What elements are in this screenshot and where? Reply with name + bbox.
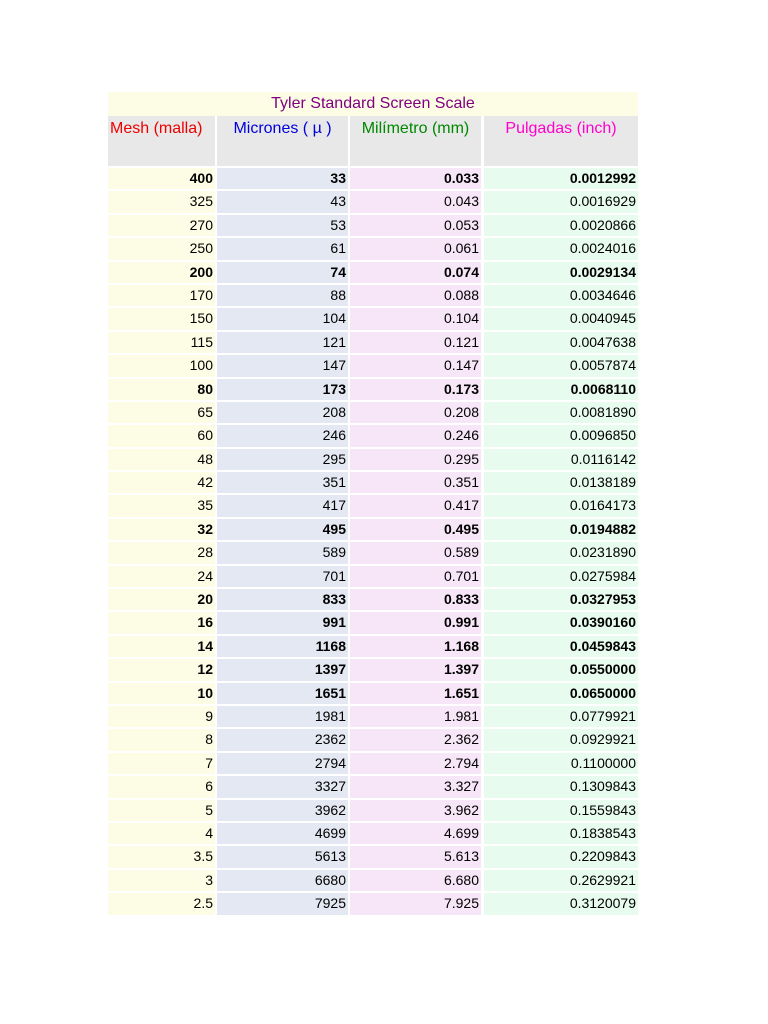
milimetro-cell: 4.699 bbox=[350, 823, 481, 844]
header-mesh: Mesh (malla) bbox=[108, 116, 215, 166]
pulgadas-cell: 0.0016929 bbox=[484, 191, 638, 212]
milimetro-cell: 0.088 bbox=[350, 285, 481, 306]
micrones-cell: 246 bbox=[217, 425, 348, 446]
mesh-cell: 28 bbox=[108, 542, 215, 563]
milimetro-cell: 1.981 bbox=[350, 706, 481, 727]
pulgadas-cell: 0.0024016 bbox=[484, 238, 638, 259]
micrones-cell: 495 bbox=[217, 519, 348, 540]
mesh-cell: 5 bbox=[108, 800, 215, 821]
table-row bbox=[108, 870, 638, 891]
milimetro-cell: 0.104 bbox=[350, 308, 481, 329]
pulgadas-cell: 0.0275984 bbox=[484, 566, 638, 587]
pulgadas-cell: 0.0231890 bbox=[484, 542, 638, 563]
mesh-cell: 80 bbox=[108, 379, 215, 400]
table-title: Tyler Standard Screen Scale bbox=[108, 92, 638, 116]
micrones-cell: 173 bbox=[217, 379, 348, 400]
milimetro-cell: 0.208 bbox=[350, 402, 481, 423]
table-row bbox=[108, 706, 638, 727]
micrones-cell: 104 bbox=[217, 308, 348, 329]
mesh-cell: 10 bbox=[108, 683, 215, 704]
pulgadas-cell: 0.0020866 bbox=[484, 215, 638, 236]
micrones-cell: 417 bbox=[217, 495, 348, 516]
milimetro-cell: 0.295 bbox=[350, 449, 481, 470]
micrones-cell: 2794 bbox=[217, 753, 348, 774]
table-row bbox=[108, 472, 638, 493]
mesh-cell: 42 bbox=[108, 472, 215, 493]
micrones-cell: 208 bbox=[217, 402, 348, 423]
pulgadas-cell: 0.0929921 bbox=[484, 729, 638, 750]
table-row bbox=[108, 168, 638, 189]
pulgadas-cell: 0.0194882 bbox=[484, 519, 638, 540]
milimetro-cell: 6.680 bbox=[350, 870, 481, 891]
micrones-cell: 53 bbox=[217, 215, 348, 236]
micrones-cell: 295 bbox=[217, 449, 348, 470]
pulgadas-cell: 0.3120079 bbox=[484, 893, 638, 914]
mesh-cell: 35 bbox=[108, 495, 215, 516]
milimetro-cell: 0.061 bbox=[350, 238, 481, 259]
pulgadas-cell: 0.0096850 bbox=[484, 425, 638, 446]
table-row bbox=[108, 449, 638, 470]
table-row bbox=[108, 379, 638, 400]
milimetro-cell: 3.962 bbox=[350, 800, 481, 821]
table-row bbox=[108, 285, 638, 306]
header-micrones: Micrones ( µ ) bbox=[217, 116, 348, 166]
table-row bbox=[108, 893, 638, 914]
milimetro-cell: 0.417 bbox=[350, 495, 481, 516]
mesh-cell: 16 bbox=[108, 612, 215, 633]
mesh-cell: 60 bbox=[108, 425, 215, 446]
pulgadas-cell: 0.1838543 bbox=[484, 823, 638, 844]
micrones-cell: 1397 bbox=[217, 659, 348, 680]
mesh-cell: 65 bbox=[108, 402, 215, 423]
mesh-cell: 115 bbox=[108, 332, 215, 353]
mesh-cell: 3 bbox=[108, 870, 215, 891]
micrones-cell: 351 bbox=[217, 472, 348, 493]
micrones-cell: 4699 bbox=[217, 823, 348, 844]
table-row bbox=[108, 238, 638, 259]
pulgadas-cell: 0.0390160 bbox=[484, 612, 638, 633]
milimetro-cell: 0.147 bbox=[350, 355, 481, 376]
mesh-cell: 7 bbox=[108, 753, 215, 774]
table-header-row bbox=[108, 116, 638, 166]
table-row bbox=[108, 683, 638, 704]
pulgadas-cell: 0.0779921 bbox=[484, 706, 638, 727]
micrones-cell: 1981 bbox=[217, 706, 348, 727]
micrones-cell: 589 bbox=[217, 542, 348, 563]
table-row bbox=[108, 753, 638, 774]
mesh-cell: 150 bbox=[108, 308, 215, 329]
pulgadas-cell: 0.1559843 bbox=[484, 800, 638, 821]
mesh-cell: 6 bbox=[108, 776, 215, 797]
pulgadas-cell: 0.0034646 bbox=[484, 285, 638, 306]
table-row bbox=[108, 589, 638, 610]
milimetro-cell: 2.794 bbox=[350, 753, 481, 774]
table-row bbox=[108, 659, 638, 680]
micrones-cell: 147 bbox=[217, 355, 348, 376]
table-row bbox=[108, 402, 638, 423]
table-row bbox=[108, 542, 638, 563]
table-row bbox=[108, 729, 638, 750]
milimetro-cell: 0.589 bbox=[350, 542, 481, 563]
table-row bbox=[108, 215, 638, 236]
table-row bbox=[108, 800, 638, 821]
pulgadas-cell: 0.0012992 bbox=[484, 168, 638, 189]
pulgadas-cell: 0.1100000 bbox=[484, 753, 638, 774]
milimetro-cell: 0.043 bbox=[350, 191, 481, 212]
micrones-cell: 5613 bbox=[217, 846, 348, 867]
mesh-cell: 8 bbox=[108, 729, 215, 750]
milimetro-cell: 0.495 bbox=[350, 519, 481, 540]
milimetro-cell: 0.033 bbox=[350, 168, 481, 189]
milimetro-cell: 7.925 bbox=[350, 893, 481, 914]
screen-scale-table bbox=[108, 92, 638, 917]
milimetro-cell: 1.168 bbox=[350, 636, 481, 657]
micrones-cell: 7925 bbox=[217, 893, 348, 914]
mesh-cell: 170 bbox=[108, 285, 215, 306]
micrones-cell: 61 bbox=[217, 238, 348, 259]
table-row bbox=[108, 636, 638, 657]
micrones-cell: 1168 bbox=[217, 636, 348, 657]
pulgadas-cell: 0.0047638 bbox=[484, 332, 638, 353]
pulgadas-cell: 0.2209843 bbox=[484, 846, 638, 867]
table-row bbox=[108, 846, 638, 867]
milimetro-cell: 2.362 bbox=[350, 729, 481, 750]
mesh-cell: 48 bbox=[108, 449, 215, 470]
mesh-cell: 14 bbox=[108, 636, 215, 657]
table-row bbox=[108, 425, 638, 446]
mesh-cell: 200 bbox=[108, 262, 215, 283]
milimetro-cell: 5.613 bbox=[350, 846, 481, 867]
mesh-cell: 20 bbox=[108, 589, 215, 610]
micrones-cell: 33 bbox=[217, 168, 348, 189]
micrones-cell: 3962 bbox=[217, 800, 348, 821]
mesh-cell: 24 bbox=[108, 566, 215, 587]
pulgadas-cell: 0.0138189 bbox=[484, 472, 638, 493]
mesh-cell: 250 bbox=[108, 238, 215, 259]
milimetro-cell: 0.121 bbox=[350, 332, 481, 353]
header-milimetro: Milímetro (mm) bbox=[350, 116, 481, 166]
pulgadas-cell: 0.0040945 bbox=[484, 308, 638, 329]
table-row bbox=[108, 191, 638, 212]
table-row bbox=[108, 308, 638, 329]
table-row bbox=[108, 332, 638, 353]
milimetro-cell: 0.173 bbox=[350, 379, 481, 400]
milimetro-cell: 0.351 bbox=[350, 472, 481, 493]
mesh-cell: 2.5 bbox=[108, 893, 215, 914]
table-body bbox=[108, 168, 638, 915]
mesh-cell: 325 bbox=[108, 191, 215, 212]
milimetro-cell: 0.833 bbox=[350, 589, 481, 610]
micrones-cell: 6680 bbox=[217, 870, 348, 891]
milimetro-cell: 0.991 bbox=[350, 612, 481, 633]
pulgadas-cell: 0.0081890 bbox=[484, 402, 638, 423]
table-row bbox=[108, 262, 638, 283]
milimetro-cell: 0.701 bbox=[350, 566, 481, 587]
micrones-cell: 2362 bbox=[217, 729, 348, 750]
table-row bbox=[108, 495, 638, 516]
mesh-cell: 270 bbox=[108, 215, 215, 236]
pulgadas-cell: 0.0068110 bbox=[484, 379, 638, 400]
mesh-cell: 32 bbox=[108, 519, 215, 540]
mesh-cell: 4 bbox=[108, 823, 215, 844]
milimetro-cell: 1.397 bbox=[350, 659, 481, 680]
micrones-cell: 833 bbox=[217, 589, 348, 610]
pulgadas-cell: 0.0327953 bbox=[484, 589, 638, 610]
table-row bbox=[108, 519, 638, 540]
table-row bbox=[108, 823, 638, 844]
milimetro-cell: 0.074 bbox=[350, 262, 481, 283]
table-row bbox=[108, 612, 638, 633]
pulgadas-cell: 0.0650000 bbox=[484, 683, 638, 704]
milimetro-cell: 0.246 bbox=[350, 425, 481, 446]
pulgadas-cell: 0.0029134 bbox=[484, 262, 638, 283]
milimetro-cell: 1.651 bbox=[350, 683, 481, 704]
mesh-cell: 3.5 bbox=[108, 846, 215, 867]
mesh-cell: 9 bbox=[108, 706, 215, 727]
micrones-cell: 991 bbox=[217, 612, 348, 633]
pulgadas-cell: 0.0057874 bbox=[484, 355, 638, 376]
pulgadas-cell: 0.2629921 bbox=[484, 870, 638, 891]
mesh-cell: 400 bbox=[108, 168, 215, 189]
pulgadas-cell: 0.0116142 bbox=[484, 449, 638, 470]
pulgadas-cell: 0.0459843 bbox=[484, 636, 638, 657]
micrones-cell: 1651 bbox=[217, 683, 348, 704]
micrones-cell: 701 bbox=[217, 566, 348, 587]
header-pulgadas: Pulgadas (inch) bbox=[484, 116, 638, 166]
mesh-cell: 12 bbox=[108, 659, 215, 680]
pulgadas-cell: 0.0550000 bbox=[484, 659, 638, 680]
micrones-cell: 3327 bbox=[217, 776, 348, 797]
micrones-cell: 121 bbox=[217, 332, 348, 353]
micrones-cell: 88 bbox=[217, 285, 348, 306]
milimetro-cell: 0.053 bbox=[350, 215, 481, 236]
micrones-cell: 43 bbox=[217, 191, 348, 212]
micrones-cell: 74 bbox=[217, 262, 348, 283]
pulgadas-cell: 0.1309843 bbox=[484, 776, 638, 797]
pulgadas-cell: 0.0164173 bbox=[484, 495, 638, 516]
mesh-cell: 100 bbox=[108, 355, 215, 376]
table-row bbox=[108, 566, 638, 587]
table-row bbox=[108, 776, 638, 797]
table-row bbox=[108, 355, 638, 376]
milimetro-cell: 3.327 bbox=[350, 776, 481, 797]
